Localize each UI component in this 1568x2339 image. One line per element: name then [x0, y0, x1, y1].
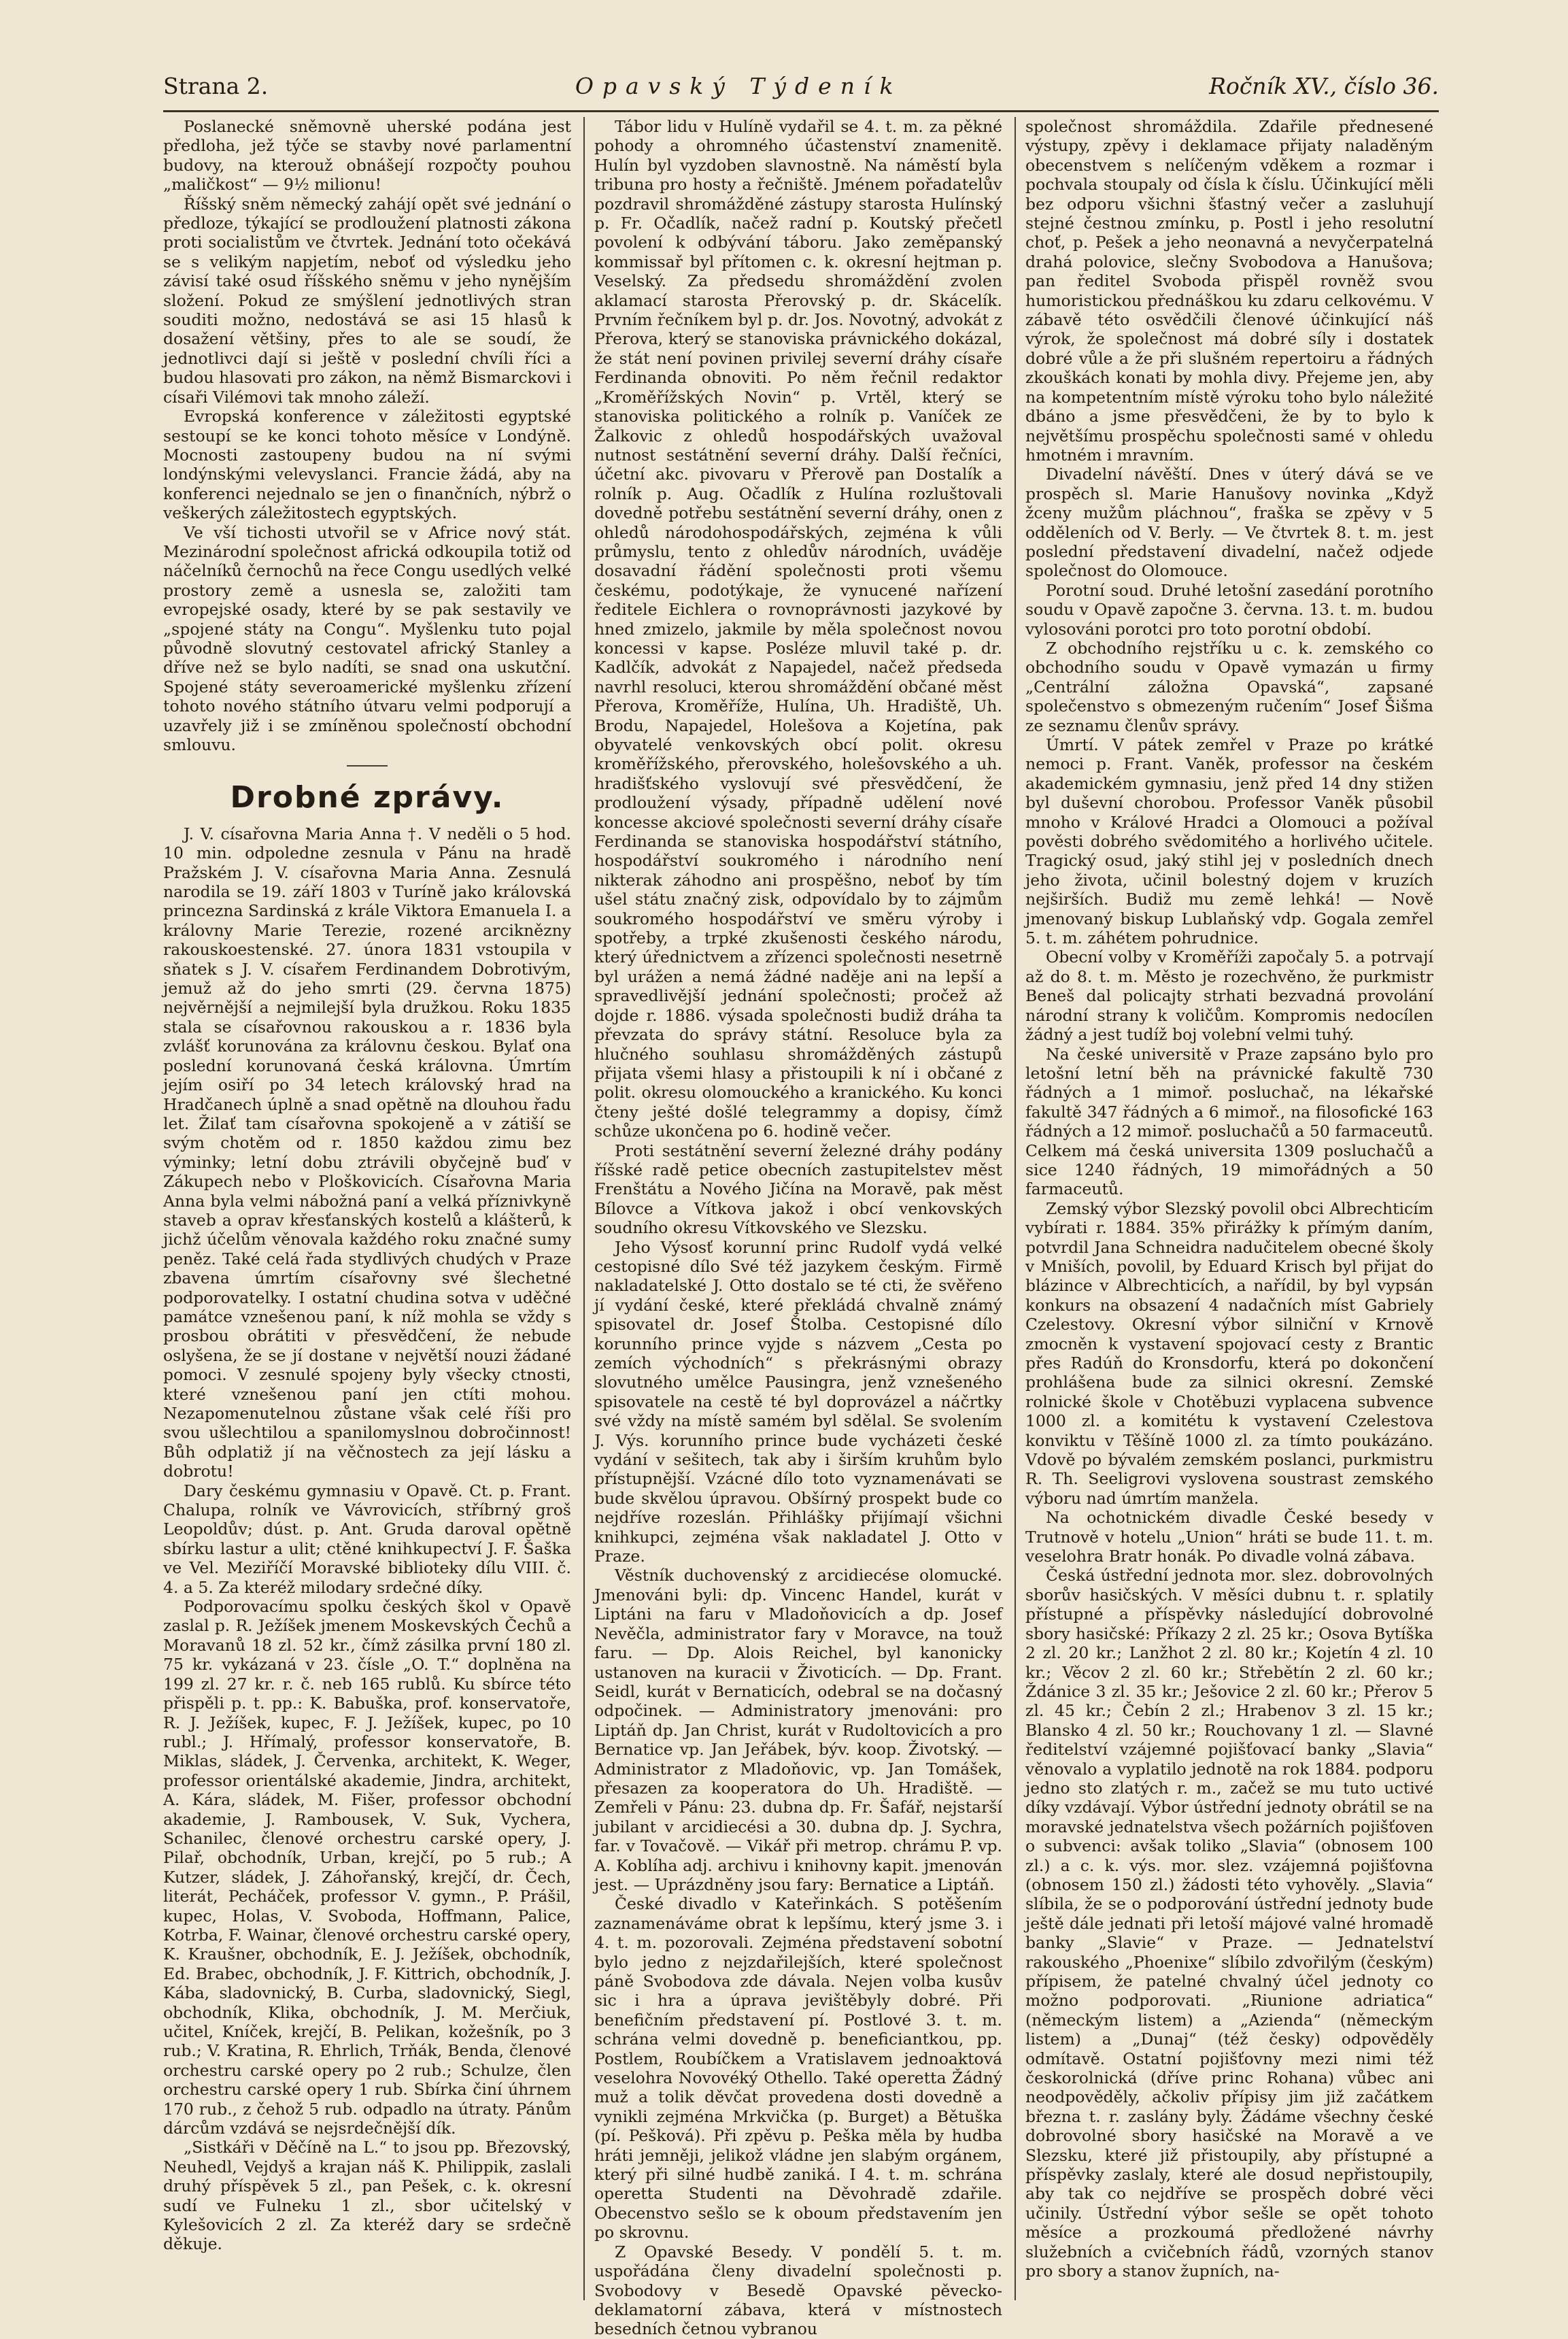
article-umrti: Úmrtí. V pátek zemřel v Praze po krátké nemoci p. Frant. Vaněk, professor na českém akademickém gymnasiu, jenž před 14 dny stižen byl duševní chorobou. Professor Vaněk působil mnoho v Králové Hradci a Olomouci a požíval pověsti dobrého svědomitého a horlivého učitele. Tragický osud, jaký stihl jej v posledních dnech jeho života, učinil bolestný dojem v kruzích nejširších. Budiž mu země lehká! — Nově jmenovaný biskup Lublaňský vdp. Gogala zemřel 5. t. m. záhétem pohrudnice.: [1025, 735, 1433, 948]
column-1: [163, 117, 571, 2300]
article-obecni-volby: Obecní volby v Kroměříži započaly 5. a potrvají až do 8. t. m. Město je rozechvěno, že purkmistr Beneš dal policajty strhati bezvadná provolání národní strany k voličům. Kompromis nedocílen žádný a jest tudíž boj volební velmi tuhý.: [1025, 947, 1433, 1045]
article-uhersky-parlament: Poslanecké sněmovně uherské podána jest předloha, jež týče se stavby nové parlamentní budovy, na kterouž obnášejí rozpočty pouhou „maličkost“ — 9½ milionu!: [163, 117, 571, 195]
article-vestnik-duchovensky: Věstník duchovenský z arcidiecése olomucké. Jmenováni byli: dp. Vincenc Handel, kurát v Liptáni na faru v Mladoňovicích a dp. Josef Nevěčla, administrator fary v Moravce, na touž faru. — Dp. Alois Reichel, byl kanonicky ustanoven na kuracii v Životicích. — Dp. Frant. Seidl, kurát v Bernaticích, odebral se na dočasný odpočinek. — Administratory jmenováni: pro Liptáň dp. Jan Christ, kurát v Rudoltovicích a pro Bernatice vp. Jan Jeřábek, býv. koop. Životský. — Administrator z Mladoňovic, vp. Jan Tomášek, přesazen za kooperatora do Uh. Hradiště. — Zemřeli v Pánu: 23. dubna dp. Fr. Šafář, nejstarší jubilant v arcidiecési a 30. dubna dp. J. Sychra, far. v Tovačově. — Vikář při metrop. chrámu P. vp. A. Koblíha adj. archivu i knihovny kapit. jmenován jest. — Uprázdněny jsou fary: Bernatice a Liptáň.: [594, 1566, 1002, 1894]
article-tabor-lidu: Tábor lidu v Hulíně vydařil se 4. t. m. za pěkné pohody a ohromného účastenství znamenitě. Hulín byl vyzdoben slavnostně. Na náměstí byla tribuna pro hosty a řečniště. Jménem pořadatelův pozdravil shromážděné zástupy starosta Hulínský p. Fr. Očadlík, načež radní p. Koutský přečetl povolení k odbývání táboru. Jako zeměpanský kommissař byl přítomen c. k. okresní hejtman p. Veselský. Za předsedu shromáždění zvolen aklamací starosta Přerovský p. dr. Skácelík. Prvním řečníkem byl p. dr. Jos. Novotný, advokát z Přerova, který se stanoviska právnického dokázal, že stát není povinen privilej severní dráhy císaře Ferdinanda obnoviti. Po něm řečnil redaktor „Kroměřížských Novin“ p. Vrtěl, který se stanoviska politického a rolník p. Vaníček ze Žalkovic z ohledů hospodářských uvažoval nutnost sestátnění severní dráhy. Další řečníci, účetní akc. pivovaru v Přerově pan Dostalík a rolník p. Aug. Očadlík z Hulína rozluštovali dovedně potřebu sestátnění severní dráhy, onen z ohledů národohospodářských, zejména k vůli průmyslu, tento z ohledův národních, uváděje dosavadní řádění společnosti proti všemu českému, podotýkaje, že vynucené nařízení ředitele Eichlera o rovnoprávnosti jazykové by hned zmizelo, jakmile by měla společnost novou koncessi v kapse. Posléze mluvil také p. dr. Kadlčík, advokát z Napajedel, načež předseda navrhl resoluci, kterou shromáždění občané měst Přerova, Kroměříže, Hulína, Uh. Hradiště, Uh. Brodu, Napajedel, Holešova a Kojetína, pak obyvatelé venkovských obcí polit. okresu kroměřížského, přerovského, holešovského a uh. hradišťského vyslovují své přesvědčení, že prodloužení výsady, případně udělení nové koncesse akciové společnosti severní dráhy císaře Ferdinanda se stanoviska hospodářství státního, hospodářství soukromého i národního není nikterak záhodno ani prospěšno, neboť by tím ušel státu značný zisk, odpovídalo by to zájmům soukromého hospodářství ve směru výroby i spotřeby, a trpké zkušenosti českého národu, který úřednictvem a zřízenci společnosti nesetrně byl urážen a nemá žádné naděje ani na lepší a spravedlivější jednání společnosti; pročež až dojde r. 1886. výsada společnosti budiž dráha ta převzata do správy státní. Resoluce byla za hlučného souhlasu shromážděných zástupů přijata všemi hlasy a přistoupili k ní i občané z polit. okresu olomouckého a kranického. Ku konci čteny ješté došlé telegrammy a dopisy, čímž schůze ukončena po 6. hodině večer.: [594, 117, 1002, 1141]
article-sistkari: „Sistkáři v Děčíně na L.“ to jsou pp. Březovský, Neuhedl, Vejdyš a krajan náš K. Philippik, zaslali druhý příspěvek 5 zl., pan Pešek, c. k. okresní sudí ve Fulneku 1 zl., sbor učitelský v Kylešovicích 2 zl. Za kteréž dary se srdečně děkuje.: [163, 2138, 571, 2254]
article-korunni-princ: Jeho Výsosť korunní princ Rudolf vydá velké cestopisné dílo Své též jazykem českým. Firmě nakladatelské J. Otto dostalo se té cti, že svěřeno jí vydání české, které překládá chvalně známý spisovatel dr. Josef Štolba. Cestopisné dílo korunního prince vyjde s názvem „Cesta po zemích východních“ s překrásnými obrazy slovutného umělce Pausingra, jenž vznešeného spisovatele na cestě té byl doprovázel a náčrtky své vždy na místě samém byl sdělal. Se svolením J. Výs. korunního prince bude vycházeti české vydání v sešitech, tak aby i širším kruhům bylo přístupnější. Vzácné dílo toto vyznamenávati se bude skvělou úpravou. Obšírný prospekt bude co nejdříve rozeslán. Přihlášky přijímají všichni knihkupci, zejména však nakladatel J. Otto v Praze.: [594, 1237, 1002, 1566]
article-porotni-soud: Porotní soud. Druhé letošní zasedání porotního soudu v Opavě započne 3. června. 13. t. m. budou vylosováni porotci pro toto porotní období.: [1025, 580, 1433, 639]
article-ceske-divadlo: České divadlo v Kateřinkách. S potěšením zaznamenáváme obrat k lepšímu, který jsme 3. i 4. t. m. pozorovali. Zejména představení sobotní bylo jedno z nejzdařilejších, které společnost páně Svobodova zde dávala. Nejen volba kusův sic i hra a úprava jevištěbyly dobré. Při benefičním představení pí. Postlové 3. t. m. schrána velmi dovedně p. beneficiantkou, pp. Postlem, Roubíčkem a Vratislavem jednoaktová veselohra Novovéký Othello. Také operetta Žádný muž a tolik děvčat provedena dosti dovedně a vynikli zejména Mrkvička (p. Burget) a Bětuška (pí. Pešková). Při zpěvu p. Peška měla by hudba hráti jemněji, jelikož vládne jen slabým orgánem, který při silné hudbě zaniká. I 4. t. m. schrána operetta Studenti na Děvohradě zdařile. Obecenstvo sešlo se k oboum představením jen po skrovnu.: [594, 1894, 1002, 2242]
article-divadelni-navesti: Divadelní návěští. Dnes v úterý dává se ve prospěch sl. Marie Hanušovy novinka „Když žceny mužům pláchnou“, fraška se zpěvy v 5 odděleních od V. Berly. — Ve čtvrtek 8. t. m. jest poslední představení divadelní, načež odjede společnost do Olomouce.: [1025, 465, 1433, 581]
article-zemsky-vybor: Zemský výbor Slezský povolil obci Albrechticím vybírati r. 1884. 35% přirážky k přímým daním, potvrdil Jana Schneidra nadučitelem obecné školy v Mniších, povolil, by Eduard Krisch byl přijat do blázince v Albrechticích, a nařídil, by byl vypsán konkurs na obsazení 4 nadačních míst Gabriely Czelestovy. Okresní výbor silniční v Krnově zmocněn k vystavení spojovací cesty z Brantic přes Radúň do Kronsdorfu, která po dokončení prohlášena bude za silnici okresní. Zemské rolnické škole v Chotěbuzi vyplacena subvence 1000 zl. a komitétu k vystavení Czelestova konviktu v Těšíně 1000 zl. za tímto poukázáno. Vdově po bývalém zemském poslanci, purkmistru R. Th. Seeligrovi vyslovena soustrast zemského výboru nad úmrtím manžela.: [1025, 1198, 1433, 1508]
page-header: [163, 64, 1439, 107]
page-number: Strana 2.: [163, 72, 269, 99]
article-cisarovna: J. V. císařovna Maria Anna †. V neděli o 5 hod. 10 min. odpoledne zesnula v Pánu na hradě Pražském J. V. císařovna Maria Anna. Zesnulá narodila se 19. září 1803 v Turíně jako královská princezna Sardinská z krále Viktora Emanuela I. a královny Marie Terezie, rozené arciknězny rakouskoestenské. 27. února 1831 vstoupila v sňatek s J. V. císařem Ferdinandem Dobrotivým, jemuž až do jeho smrti (29. června 1875) nejvěrnější a nejmilejší byla družkou. Roku 1835 stala se císařovnou rakouskou a r. 1836 byla zvlášť korunována za královnu českou. Bylať ona poslední korunovaná česká královna. Úmrtím jejím osiří po 34 letech královský hrad na Hradčanech úplně a snad opětně na dlouhou řadu let. Žilať tam císařovna spokojeně a v zátiší se svým chotěm od r. 1850 každou zimu bez výminky; letní dobu ztrávili obyčejně buď v Zákupech nebo v Ploškovicích. Císařovna Maria Anna byla velmi nábožná paní a velká příznivkyně staveb a oprav křesťanských kostelů a klášterů, k jichž účelům věnovala každého roku značné sumy peněz. Také celá řada stydlivých chudých v Praze zbavena úmrtím císařovny své šlechetné podporovatelky. I ostatní chudina sotva v uděčné památce vznešenou paní, k níž mohla se vždy s prosbou obrátiti v přesvědčení, že nebude oslyšena, že se jí dostane v největší nouzi žádané pomoci. V zesnulé spojeny byly všecky ctnosti, které vznešenou paní jen ctíti mohou. Nezapomenutelnou zůstane však celé říši pro svou ušlechtilou a spanilomyslnou dobročinnost! Bůh odplatiž jí na věčnostech za její lásku a dobrotu!: [163, 824, 571, 1481]
columns: [163, 117, 1442, 2339]
article-sestatneni-drahy: Proti sestátnění severní železné dráhy podány říšské radě petice obecních zastupitelstev měst Frenštátu a Nového Jičína na Moravě, pak měst Bílovce a Vítkova jakož i obcí venkovských soudního okresu Vítkovského ve Slezsku.: [594, 1141, 1002, 1238]
article-risky-snem: Říšský sněm německý zahájí opět své jednání o předloze, týkající se prodloužení platnosti zákona proti socialistům ve čtvrtek. Jednání toto očekává se s velikým napjetím, neboť od výsledku jeho závisí také osud říšského sněmu v jeho nynějším složení. Pokud ze smýšlení jednotlivých stran souditi možno, nedostává se asi 15 hlasů k dosažení většiny, přes to ale se soudí, že jednotlivci dají si ještě v poslední chvíli říci a budou hlasovati pro zákon, na němž Bismarckovi i císaři Vilémovi tak mnoho záleží.: [163, 194, 571, 407]
article-opavska-beseda: Z Opavské Besedy. V pondělí 5. t. m. uspořádána členy divadelní společnosti p. Svobodovy v Besedě Opavské pěvecko-deklamatorní zábava, která v místnostech besedních četnou vybranou: [594, 2242, 1002, 2339]
header-rule: [163, 110, 1439, 112]
article-universita: Na české universitě v Praze zapsáno bylo pro letošní letní běh na právnické fakultě 730 řádných a 1 mimoř. posluchač, na lékařské fakultě 347 řádných a 6 mimoř., na filosofické 163 řádných a 12 mimoř. posluchačů a 50 farmaceutů. Celkem má česká universita 1309 posluchačů a sice 1240 řádných, 19 mimořádných a 50 farmaceutů.: [1025, 1044, 1433, 1199]
article-dary-gymnasiu: Dary českému gymnasiu v Opavě. Ct. p. Frant. Chalupa, rolník ve Vávrovicích, stříbrný groš Leopoldův; dúst. p. Ant. Gruda daroval opětně sbírku lastur a ulit; ctěné knihkupectví J. F. Šaška ve Vel. Meziříčí Moravské biblioteky dílu VIII. č. 4. a 5. Za kteréž milodary srdečné díky.: [163, 1481, 571, 1597]
newspaper-title: Opavský Týdeník: [575, 72, 902, 99]
article-podporovaci-spolek: Podporovacímu spolku českých škol v Opavě zaslal p. R. Ježíšek jmenem Moskevských Čechů a Moravanů 18 zl. 52 kr., čímž zásilka první 180 zl. 75 kr. vykázaná v 23. čísle „O. T.“ doplněna na 199 zl. 27 kr. r. č. neb 165 rublů. Ku sbírce této přispěli p. t. pp.: K. Babuška, prof. konservatoře, R. J. Ježíšek, kupec, F. J. Ježíšek, kupec, po 10 rubl.; J. Hřímalý, professor konservatoře, B. Miklas, sládek, J. Červenka, architekt, K. Weger, professor orientálské akademie, Jindra, architekt, A. Kára, sládek, M. Fišer, professor obchodní akademie, J. Rambousek, V. Suk, Vychera, Schanilec, členové orchestru carské opery, J. Pilař, obchodník, Urban, krejčí, po 5 rub.; A Kutzer, sládek, J. Záhořanský, krejčí, dr. Čech, literát, Pecháček, professor V. gymn., P. Prášil, kupec, Holas, V. Svoboda, Hoffmann, Palice, Kotrba, F. Wainar, členové orchestru carské opery, K. Kraušner, obchodník, E. J. Ježíšek, obchodník, Ed. Brabec, obchodník, J. F. Kittrich, obchodník, J. Kába, sladovnický, B. Curba, sladovnický, Siegl, obchodník, Klika, obchodník, J. M. Merčiuk, učitel, Kníček, krejčí, B. Pelikan, kožešník, po 3 rub.; V. Kratina, R. Ehrlich, Trňák, Benda, členové orchestru carské opery po 2 rub.; Schulze, člen orchestru carské opery 1 rub. Sbírka činí úhrnem 170 rub., z čehož 5 rub. odpadlo na útraty. Pánům dárcům vzdává se nejsrdečnější dík.: [163, 1597, 571, 2138]
column-2: [583, 117, 1002, 2339]
article-beseda-cont: společnost shromáždila. Zdařile přednesené výstupy, zpěvy i deklamace přijaty naladěným obecenstvem s nelíčeným vděkem a rozmar i pochvala stoupaly od čísla k číslu. Účinkující měli bez odporu všichni šťastný večer a zasluhují stejné čestnou zmínku, p. Postl i jeho resolutní choť, p. Pešek a jeho neonavná a nevyčerpatelná drahá polovice, slečny Svobodova a Hanušova; pan ředitel Svoboda přispěl rovněž svou humoristickou přednáškou ku zdaru celkovému. V zábavě této osvědčili členové účinkující náš výrok, že společnost má dobré síly i dostatek dobré vůle a že při slušném repertoiru a řádných zkouškách konati by mohla divy. Přejeme jen, aby na kompetentním místě výroku toho bylo náležité dbáno a jsme přesvědčeni, že by to bylo k největšímu prospěchu společnosti samé v ohledu hmotném i mravním.: [1025, 117, 1433, 465]
volume-issue: Ročník XV., číslo 36.: [1209, 72, 1439, 99]
divider: [347, 765, 388, 767]
article-obchodni-rejstrik: Z obchodního rejstříku u c. k. zemského co obchodního soudu v Opavě vymazán u firmy „Centrální záložna Opavská“, zapsané společenstvo s obmezeným ručením“ Josef Šišma ze seznamu členův správy.: [1025, 638, 1433, 735]
section-heading: Drobné zprávy.: [230, 780, 505, 815]
article-evropska-konference: Evropská konference v záležitosti egyptské sestoupí se ke konci tohoto měsíce v Londýně. Mocnosti zastoupeny budou na ní svými londýnskými velevyslanci. Francie žádá, aby na konferenci nejednalo se jen o finančních, nýbrž o veškerých záležitostech egyptských.: [163, 407, 571, 523]
article-africe-novy-stat: Ve vší tichosti utvořil se v Africe nový stát. Mezinárodní společnost africká odkoupila totiž od náčelníků černochů na řece Congu usedlých velké prostory země a usnesla se, založiti tam evropejské osady, které by se pak sestavily ve „spojené státy na Congu“. Myšlenku tuto pojal původně slovutný cestovatel africký Stanley a dříve než se bylo nadíti, se snad ona uskutční. Spojené státy severoamerické myšlenku zřízení tohoto nového státního útvaru velmi podporují a uzavřely již i se zmíněnou společností obchodní smlouvu.: [163, 522, 571, 754]
article-hasicska-jednota: Česká ústřední jednota mor. slez. dobrovolných sborův hasičských. V měsíci dubnu t. r. splatily přístupné a příspěvky následující dobrovolné sbory hasičské: Příkazy 2 zl. 25 kr.; Osova Bytíška 2 zl. 20 kr.; Lanžhot 2 zl. 80 kr.; Kojetín 4 zl. 10 kr.; Věcov 2 zl. 60 kr.; Střebětín 2 zl. 60 kr.; Ždánice 3 zl. 35 kr.; Ješovice 2 zl. 60 kr.; Přerov 5 zl. 45 kr.; Čebín 2 zl.; Hrabenov 3 zl. 15 kr.; Blansko 4 zl. 50 kr.; Rouchovany 1 zl. — Slavné ředitelství vzájemné pojišťovací banky „Slavia“ věnovalo a vyplatilo jednotě na rok 1884. podporu jedno sto zlatých r. m., začež se mu tuto uctivé díky vzdávají. Výbor ústřední jednoty obrátil se na moravské jednatelstva všech požárních pojišťoven o subvenci: avšak toliko „Slavia“ (obnosem 100 zl.) a c. k. výs. mor. slez. vzájemná pojišťovna (obnosem 150 zl.) žádosti této vyhověly. „Slavia“ slíbila, že se o podporování ústřední jednoty bude ještě dále jednati při letoší májové valné hromadě banky „Slavie“ v Praze. — Jednatelství rakouského „Phoenixe“ slíbilo zdvořilým (českým) přípisem, že patelné chvalný účel jednoty co možno podporovati. „Riunione adriatica“ (německým listem) a „Azienda“ (německým listem) a „Dunaj“ (též česky) odpověděly odmítavě. Ostatní pojišťovny mezi nimi též českorolnická (dříve princ Rohana) vůbec ani neodpověděly, ačkoliv přípisy jim již začátkem března t. r. zaslány byly. Žádáme všechny české dobrovolné sbory hasičské na Moravě a ve Slezsku, které již přistoupily, aby přístupné a příspěvky zaslaly, které ale dosud nepřistoupily, aby tak co nejdříve se prospěch dobré věci učinily. Ústřední výbor sešle se opět tohoto měsíce a prozkoumá předložené návrhy služebních a cvičebních řádů, vzorných stanov pro sbory a stanov župních, na-: [1025, 1566, 1433, 2281]
column-3: [1015, 117, 1433, 2300]
article-ochotnicke-divadlo: Na ochotnickém divadle České besedy v Trutnově v hotelu „Union“ hráti se bude 11. t. m. veselohra Bratr honák. Po divadle volná zábava.: [1025, 1508, 1433, 1566]
